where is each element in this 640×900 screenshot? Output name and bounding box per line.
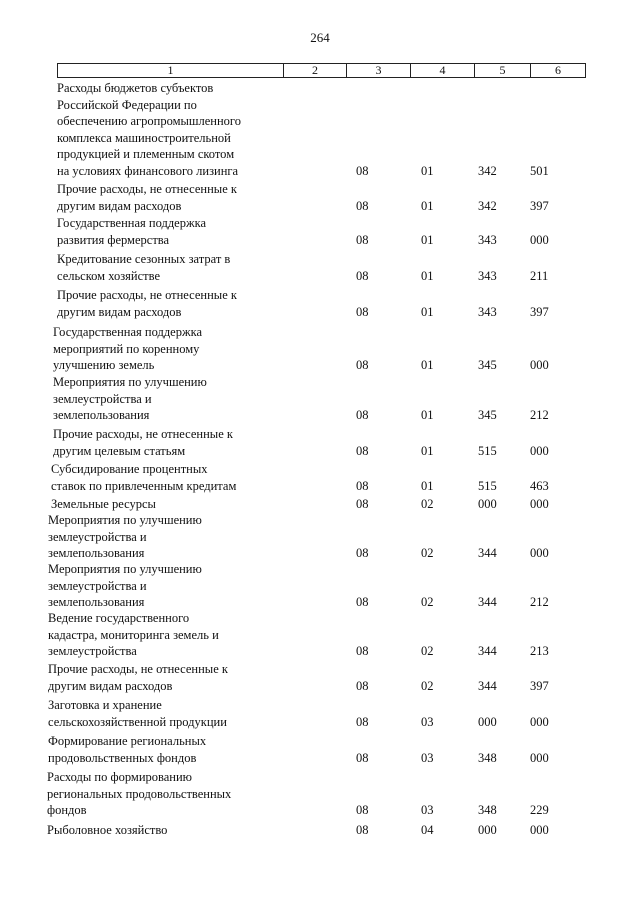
cell-col-6: 397 [530,304,549,319]
row-description [57,287,237,320]
cell-col-4: 03 [421,714,434,729]
description-line: ставок по привлеченным кредитам [51,478,237,493]
row-description [51,461,236,494]
cell-col-3: 08 [356,408,369,422]
description-line: Формирование региональных [48,734,207,748]
description-line: Ведение государственного [48,611,190,625]
description-line: Расходы по формированию [47,770,193,784]
cell-col-5: 344 [478,644,497,658]
description-line: сельском хозяйстве [57,268,161,283]
cell-col-3: 08 [356,644,369,658]
cell-col-4: 01 [421,198,434,213]
description-line: Рыболовное хозяйство [47,823,168,837]
cell-col-3: 08 [356,595,369,609]
cell-col-4: 02 [421,678,434,693]
cell-col-3: 08 [356,678,369,693]
cell-col-5: 345 [478,358,497,372]
description-line: землеустройства и [48,578,147,593]
cell-col-3: 08 [356,478,369,493]
cell-col-3: 08 [356,268,369,283]
row-description [47,769,231,819]
cell-col-5: 515 [478,478,497,493]
cell-col-6: 212 [530,595,549,609]
description-line: другим целевым статьям [53,443,186,458]
description-line: Прочие расходы, не отнесенные к [57,182,237,196]
cell-col-6: 000 [530,497,549,511]
cell-col-4: 04 [421,823,434,837]
row-description [53,374,207,424]
cell-col-4: 02 [421,497,434,511]
cell-col-5: 000 [478,497,497,511]
description-line: на условиях финансового лизинга [57,163,239,178]
cell-col-4: 02 [421,546,434,560]
description-line: землеустройства и [53,391,152,406]
cell-col-6: 501 [530,163,549,178]
description-line: землепользования [48,595,145,609]
description-line: Расходы бюджетов субъектов [57,81,214,95]
row-description [53,324,202,374]
description-line: Земельные ресурсы [51,497,156,511]
row-description [48,610,219,660]
cell-col-6: 211 [530,268,549,283]
cell-col-4: 03 [421,750,434,765]
header-col-6: 6 [555,63,561,77]
description-line: землеустройства и [48,529,147,544]
cell-col-6: 397 [530,678,549,693]
cell-col-4: 01 [421,358,434,372]
cell-col-3: 08 [356,546,369,560]
description-line: сельскохозяйственной продукции [48,714,227,729]
description-line: Прочие расходы, не отнесенные к [57,288,237,302]
description-line: Мероприятия по улучшению [53,375,207,389]
description-line: обеспечению агропромышленного [57,114,241,128]
row-description [48,561,202,611]
cell-col-3: 08 [356,714,369,729]
description-line: землеустройства [48,644,137,658]
header-col-1: 1 [58,64,284,77]
cell-col-6: 229 [530,803,549,817]
table-header [57,63,586,78]
header-col-5: 5 [475,64,531,77]
row-description [57,181,237,214]
description-line: кадастра, мониторинга земель и [48,627,219,642]
description-line: землепользования [48,546,145,560]
cell-col-6: 000 [530,358,549,372]
cell-col-6: 212 [530,408,549,422]
page-number: 264 [310,30,330,45]
row-description [47,822,167,839]
description-line: Государственная поддержка [53,325,203,339]
description-line: другим видам расходов [57,304,182,319]
description-line: другим видам расходов [57,198,182,213]
header-col-2: 2 [284,64,347,77]
row-description [48,733,206,766]
header-col-3: 3 [347,64,411,77]
cell-col-5: 344 [478,678,497,693]
description-line: Российской Федерации по [57,97,197,112]
cell-col-4: 01 [421,232,434,247]
cell-col-3: 08 [356,163,369,178]
cell-col-5: 000 [478,823,497,837]
description-line: Прочие расходы, не отнесенные к [48,662,228,676]
cell-col-5: 515 [478,443,497,458]
cell-col-5: 000 [478,714,497,729]
description-line: продукцией и племенным скотом [57,147,235,161]
cell-col-6: 000 [530,823,549,837]
cell-col-5: 342 [478,198,497,213]
cell-col-4: 01 [421,443,434,458]
cell-col-4: 01 [421,478,434,493]
cell-col-6: 463 [530,478,549,493]
cell-col-5: 342 [478,163,497,178]
description-line: улучшению земель [53,358,155,372]
row-description [57,251,230,284]
row-description [48,697,227,730]
description-line: Мероприятия по улучшению [48,562,202,576]
cell-col-5: 348 [478,750,497,765]
cell-col-3: 08 [356,750,369,765]
cell-col-6: 000 [530,546,549,560]
cell-col-4: 03 [421,803,434,817]
description-line: развития фермерства [57,232,170,247]
row-description [48,512,202,562]
cell-col-3: 08 [356,358,369,372]
description-line: Заготовка и хранение [48,698,162,712]
row-description [57,215,206,248]
cell-col-6: 000 [530,750,549,765]
description-line: другим видам расходов [48,678,173,693]
description-line: региональных продовольственных [47,786,232,801]
cell-col-4: 02 [421,644,434,658]
cell-col-5: 348 [478,803,497,817]
row-description [57,80,241,179]
header-col-4: 4 [411,64,475,77]
description-line: Субсидирование процентных [51,462,208,476]
row-description [48,661,228,694]
description-line: землепользования [53,408,150,422]
cell-col-6: 000 [530,232,549,247]
cell-col-6: 000 [530,714,549,729]
cell-col-5: 343 [478,304,497,319]
row-description [53,426,233,459]
cell-col-5: 343 [478,232,497,247]
cell-col-4: 02 [421,595,434,609]
cell-col-3: 08 [356,803,369,817]
cell-col-5: 345 [478,408,497,422]
cell-col-4: 01 [421,304,434,319]
description-line: мероприятий по коренному [53,341,200,356]
cell-col-3: 08 [356,823,369,837]
row-description [51,496,156,513]
cell-col-5: 344 [478,595,497,609]
description-line: комплекса машиностроительной [57,130,231,145]
cell-col-5: 344 [478,546,497,560]
description-line: Государственная поддержка [57,216,207,230]
description-line: Кредитование сезонных затрат в [57,252,231,266]
cell-col-3: 08 [356,304,369,319]
description-line: Прочие расходы, не отнесенные к [53,427,233,441]
cell-col-6: 000 [530,443,549,458]
description-line: продовольственных фондов [48,750,197,765]
cell-col-5: 343 [478,268,497,283]
cell-col-3: 08 [356,497,369,511]
cell-col-3: 08 [356,232,369,247]
cell-col-6: 397 [530,198,549,213]
cell-col-3: 08 [356,443,369,458]
cell-col-4: 01 [421,163,434,178]
cell-col-4: 01 [421,268,434,283]
cell-col-3: 08 [356,198,369,213]
description-line: Мероприятия по улучшению [48,513,202,527]
description-line: фондов [47,803,87,817]
cell-col-6: 213 [530,644,549,658]
cell-col-4: 01 [421,408,434,422]
